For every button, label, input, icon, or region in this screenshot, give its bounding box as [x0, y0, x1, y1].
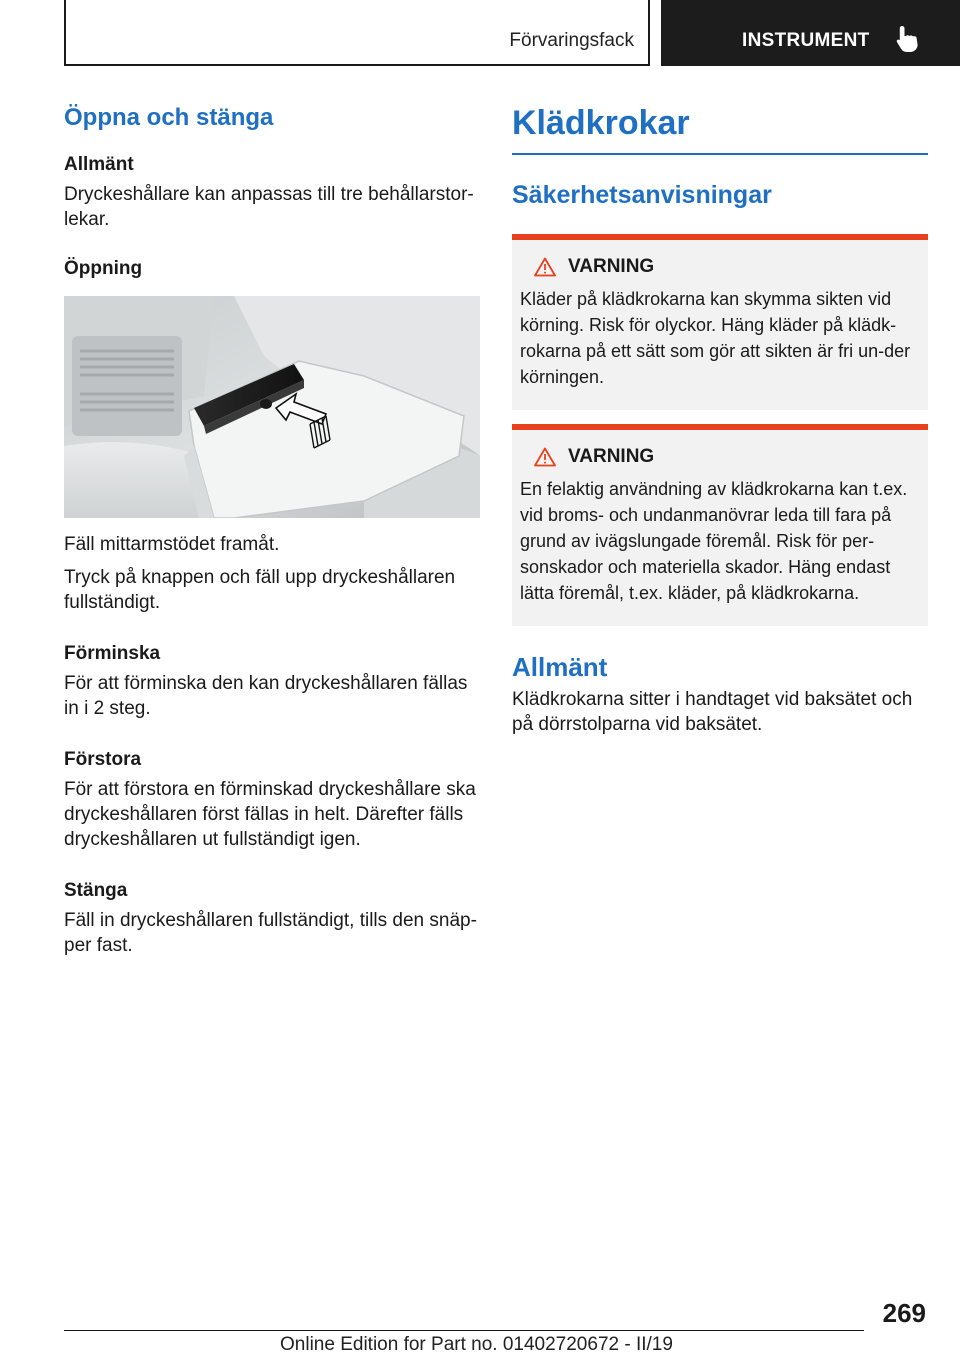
heading-reduce: Förminska	[64, 643, 161, 664]
enlarge-text: För att förstora en förminskad dryckeshållare ska dryckeshållaren först fällas in helt. Därefter fälls dryckeshållaren ut fullständigt igen.	[64, 779, 476, 850]
warning-box	[512, 424, 928, 626]
reduce-text: För att förminska den kan dryckeshållaren fällas in i 2 steg.	[64, 673, 468, 719]
heading-general-hooks: Allmänt	[512, 652, 608, 682]
header-chapter-tab	[661, 0, 960, 66]
left-column	[64, 100, 480, 958]
warning-label: VARNING	[568, 446, 655, 467]
heading-close: Stänga	[64, 880, 128, 901]
heading-enlarge: Förstora	[64, 749, 142, 770]
armrest-cupholder-photo	[64, 296, 480, 518]
section-title-clothes-hooks: Klädkrokar	[512, 104, 928, 155]
warning-triangle-icon	[534, 447, 556, 467]
close-text: Fäll in dryckeshållaren fullständigt, tills den snäp-per fast.	[64, 910, 477, 956]
heading-safety: Säkerhetsanvisningar	[512, 181, 772, 209]
header-chapter-title: INSTRUMENT	[742, 30, 870, 51]
warning-triangle-icon	[534, 257, 556, 277]
section-title-open-close: Öppna och stänga	[64, 104, 274, 131]
page-number: 269	[882, 1298, 926, 1328]
footer-edition: Online Edition for Part no. 01402720672 - II/19	[280, 1334, 673, 1355]
pointing-hand-icon	[893, 24, 921, 54]
heading-general: Allmänt	[64, 154, 134, 175]
general-hooks-text: Klädkrokarna sitter i handtaget vid baksätet och på dörrstolparna vid baksätet.	[512, 689, 913, 735]
header-section-tab	[64, 0, 650, 66]
warning-label: VARNING	[568, 256, 655, 277]
general-text: Dryckeshållare kan anpassas till tre behållarstor-lekar.	[64, 184, 474, 230]
open-step-1: Fäll mittarmstödet framåt.	[64, 534, 280, 555]
warning-box	[512, 234, 928, 410]
heading-opening: Öppning	[64, 258, 143, 279]
footer-divider	[64, 1330, 864, 1331]
warning-text: En felaktig användning av klädkrokarna kan t.ex. vid broms- och undanmanövrar leda till fara på grund av ivägslungade föremål. Risk för per-sonskador och materiella skador. Häng endast lätta föremål, t.ex. kläder, på klädkrokarna.	[520, 479, 908, 603]
header-section-title: Förvaringsfack	[509, 30, 634, 51]
warning-text: Kläder på klädkrokarna kan skymma sikten vid körning. Risk för olyckor. Häng kläder på klädk-rokarna på ett sätt som gör att sikten är fri un-der körningen.	[520, 289, 911, 387]
right-column	[512, 100, 928, 737]
open-step-2: Tryck på knappen och fäll upp dryckeshållaren fullständigt.	[64, 567, 456, 613]
